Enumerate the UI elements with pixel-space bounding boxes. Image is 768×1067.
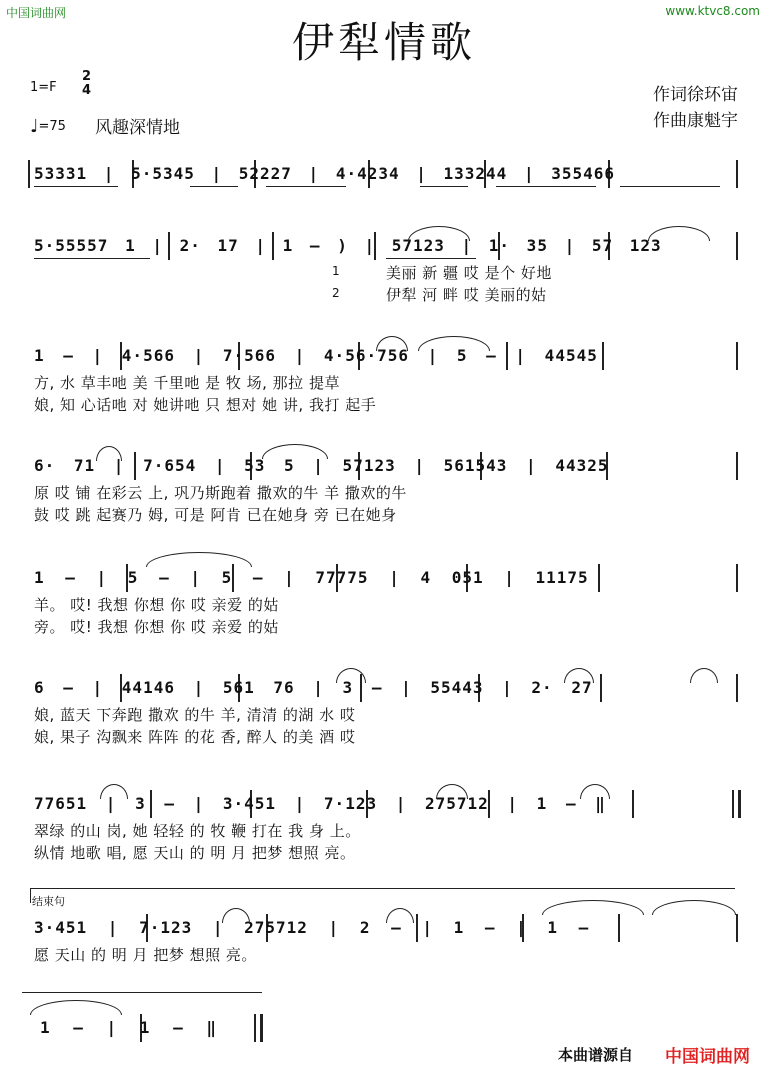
- time-signature: [82, 70, 91, 98]
- ending-label: 结束句: [32, 895, 65, 908]
- slur-mark: [648, 226, 710, 241]
- slur-mark: [408, 226, 470, 241]
- slur-mark: [336, 668, 366, 683]
- barline: [736, 914, 738, 942]
- site-watermark-left: 中国词曲网: [6, 6, 67, 20]
- lyrics-verse-2: 娘, 果子 沟飘来 阵阵 的花 香, 醉人 的美 酒 哎: [34, 728, 356, 746]
- barline: [736, 160, 738, 188]
- notation-line: 1 – | 4·566 | 7·566 | 4·56·756 | 5 – | 44545: [34, 346, 598, 365]
- barline: [736, 564, 738, 592]
- barline: [736, 674, 738, 702]
- notation-line: 6 – | 44146 | 561 76 | 3 – | 55443 | 2· 27: [34, 678, 593, 697]
- beam-underline: [190, 186, 238, 187]
- barline: [602, 342, 604, 370]
- verse-number: 1: [332, 264, 340, 278]
- notation-line: 1 – | 5 – | 5 – | 77775 | 4 051 | 11175: [34, 568, 589, 587]
- expression-marking: 风趣深情地: [95, 118, 180, 138]
- ending-bracket-continued: [22, 992, 262, 1001]
- slur-mark: [30, 1000, 122, 1015]
- beam-underline: [620, 186, 720, 187]
- beam-underline: [496, 186, 596, 187]
- slur-mark: [262, 444, 328, 459]
- slur-mark: [96, 446, 122, 461]
- final-barline: [738, 790, 741, 818]
- barline: [618, 914, 620, 942]
- slur-mark: [222, 908, 250, 923]
- lyrics-verse-1: 原 哎 铺 在彩云 上, 巩乃斯跑着 撒欢的牛 羊 撒欢的牛: [34, 484, 407, 502]
- notation-line: 6· 71 | 7·654 | 53 5 | 57123 | 561543 | 44325: [34, 456, 609, 475]
- ending-bracket: [30, 888, 735, 903]
- barline: [736, 232, 738, 260]
- lyrics-verse-1: 羊。 哎! 我想 你想 你 哎 亲爱 的姑: [34, 596, 279, 614]
- time-sig-top: 2: [82, 69, 92, 84]
- beam-underline: [266, 186, 346, 187]
- beam-underline: [386, 258, 476, 259]
- slur-mark: [100, 784, 128, 799]
- slur-mark: [564, 668, 594, 683]
- beam-underline: [420, 186, 468, 187]
- barline: [632, 790, 634, 818]
- final-barline: [260, 1014, 263, 1042]
- lyrics-verse-2: 纵情 地歌 唱, 愿 天山 的 明 月 把梦 想照 亮。: [34, 844, 356, 862]
- lyrics-verse-2: 娘, 知 心话吔 对 她讲吔 只 想对 她 讲, 我打 起手: [34, 396, 377, 414]
- tempo-value: =75: [38, 119, 66, 134]
- slur-mark: [146, 552, 252, 567]
- lyrics-verse-1: 翠绿 的山 岗, 她 轻轻 的 牧 鞭 打在 我 身 上。: [34, 822, 361, 840]
- barline: [600, 674, 602, 702]
- lyrics-verse-1: 愿 天山 的 明 月 把梦 想照 亮。: [34, 946, 257, 964]
- notation-line: 53331 | 5·5345 | 52227 | 4·4234 | 133244 | 355466: [34, 164, 616, 183]
- barline: [598, 564, 600, 592]
- beam-underline: [34, 258, 150, 259]
- notation-line: 5·55557 1 | 2· 17 | 1 – ) | 57123 | 1· 35 | 57 123: [34, 236, 662, 255]
- slur-mark: [376, 336, 408, 351]
- site-watermark-right: www.ktvc8.com: [665, 4, 760, 18]
- lyrics-verse-1: 娘, 蓝天 下奔跑 撒欢 的牛 羊, 清清 的湖 水 哎: [34, 706, 356, 724]
- slur-mark: [418, 336, 490, 351]
- source-site: 中国词曲网: [665, 1047, 750, 1067]
- slur-mark: [436, 784, 468, 799]
- barline: [28, 160, 30, 188]
- barline: [736, 342, 738, 370]
- source-label: 本曲谱源自: [558, 1046, 634, 1064]
- lyricist-credit: 作词徐环宙: [653, 85, 738, 105]
- key-signature: 1=F: [30, 80, 57, 95]
- verse-number: 2: [332, 286, 340, 300]
- slur-mark: [580, 784, 610, 799]
- barline: [254, 1014, 256, 1042]
- notation-line: 77651 | 3 – | 3·451 | 7·123 | 275712 | 1 – ‖: [34, 794, 606, 813]
- time-sig-bottom: 4: [82, 83, 92, 98]
- beam-underline: [34, 186, 118, 187]
- lyrics-verse-1: 方, 水 草丰吔 美 千里吔 是 牧 场, 那拉 提草: [34, 374, 340, 392]
- lyrics-verse-2: 伊犁 河 畔 哎 美丽的姑: [386, 286, 547, 304]
- lyrics-verse-2: 鼓 哎 跳 起赛乃 姆, 可是 阿肯 已在她身 旁 已在她身: [34, 506, 397, 524]
- barline: [732, 790, 734, 818]
- barline: [736, 452, 738, 480]
- lyrics-verse-2: 旁。 哎! 我想 你想 你 哎 亲爱 的姑: [34, 618, 279, 636]
- song-title: 伊犁情歌: [291, 18, 476, 67]
- slur-mark: [690, 668, 718, 683]
- tempo-marking: [30, 116, 66, 137]
- notation-line: 1 – | 1 – ‖: [40, 1018, 217, 1037]
- composer-credit: 作曲康魁宇: [653, 111, 738, 131]
- quarter-note-icon: ♩: [30, 116, 39, 137]
- notation-line: 3·451 | 7·123 | 275712 | 2 – | 1 – | 1 –: [34, 918, 590, 937]
- slur-mark: [386, 908, 414, 923]
- lyrics-verse-1: 美丽 新 疆 哎 是个 好地: [386, 264, 552, 282]
